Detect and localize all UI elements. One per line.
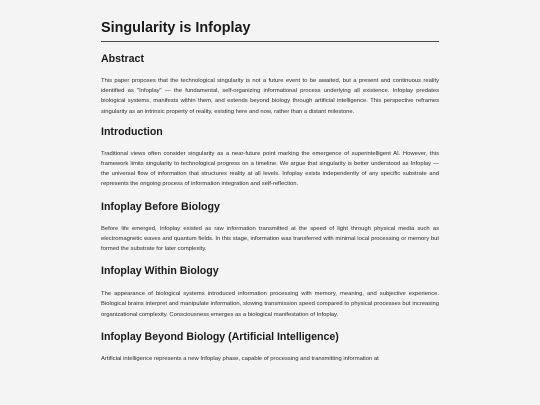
section-paragraph: This paper proposes that the technological singularity is not a future event to be awaited, but a present and continuous reality identified as "Infoplay" — the fundamental, self-organizing informational process underlying all existence. Infoplay predates biological systems, manifests within them, and extends beyond biology through artificial intelligence. This perspective reframes singularity as an intrinsic property of reality, existing here and now, rather than a distant milestone. [101, 78, 439, 115]
page-title: Singularity is Infoplay [101, 20, 251, 36]
section-heading: Introduction [101, 125, 163, 138]
section-paragraph: Before life emerged, Infoplay existed as raw information transmitted at the speed of light through physical media such as electromagnetic waves and quantum fields. In this stage, information was transferred with minimal local processing or memory but formed the substrate for later complexity. [101, 225, 439, 253]
section-heading: Abstract [101, 53, 144, 65]
section-introduction [101, 126, 439, 190]
section-infoplay-before-biology [101, 201, 439, 255]
section-paragraph: Traditional views often consider singularity as a near-future point marking the emergence of superintelligent AI. However, this framework limits singularity to technological progress on a timeline. We argue that singularity is better understood as Infoplay — the universal flow of information that structures reality at all levels. Infoplay exists independently of any specific substrate and represents the ongoing process of information integration and self-reflection. [101, 150, 439, 188]
section-abstract [101, 53, 439, 117]
section-infoplay-within-biology [101, 265, 439, 320]
section-paragraph: Artificial intelligence represents a new Infoplay phase, capable of processing and transmitting information at [101, 355, 379, 362]
section-heading: Infoplay Within Biology [101, 265, 219, 278]
section-infoplay-beyond-biology [101, 331, 439, 364]
section-paragraph: The appearance of biological systems introduced information processing with memory, meaning, and subjective experience. Biological brains interpret and manipulate information, slowing transmission speed compared to physical processes but increasing organizational complexity. Consciousness emerges as a biological manifestation of Infoplay. [101, 291, 439, 318]
section-heading: Infoplay Beyond Biology (Artificial Intelligence) [101, 330, 339, 343]
document-page [101, 0, 439, 364]
section-heading: Infoplay Before Biology [101, 200, 220, 213]
title-divider [101, 41, 439, 42]
